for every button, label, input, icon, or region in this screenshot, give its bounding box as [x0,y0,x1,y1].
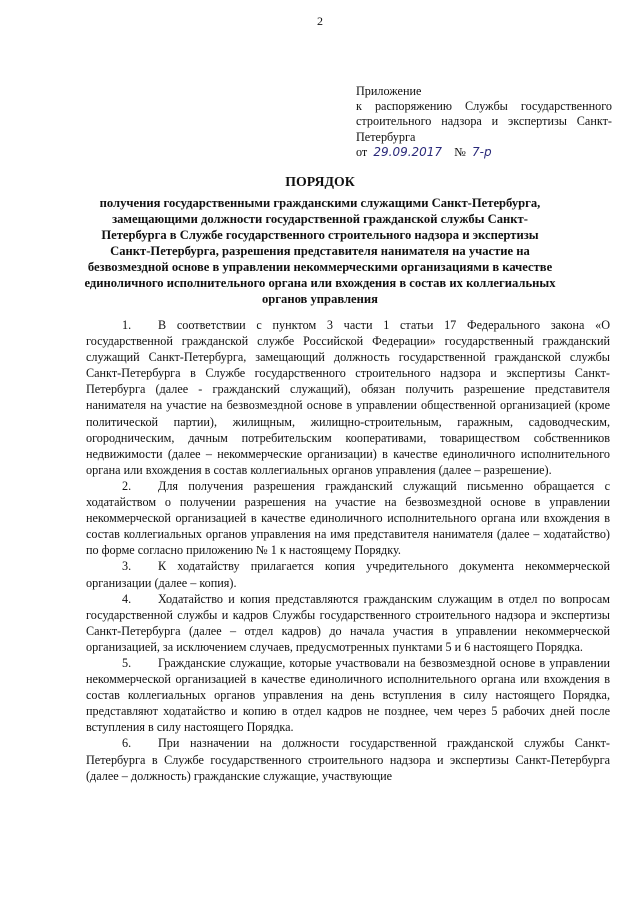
appendix-block [356,84,612,160]
paragraph-2 [86,478,610,558]
date-prefix: от [356,144,368,159]
paragraph-4 [86,591,610,655]
paragraph-number: 5. [122,655,132,670]
paragraph-3 [86,558,610,590]
document-subtitle: получения государственными гражданскими служащими Санкт-Петербурга, замещающими должности государственной гражданской службы Санкт-Петербурга в Службе государственного строительного надзора и экспертизы Санкт-Петербурга, разрешения представителя нанимателя на участие на безвозмездной основе в управлении некоммерческими организациями в качестве единоличного исполнительного органа или вхождения в состав их коллегиальных органов управления [84,196,556,306]
appendix-title: Приложение [356,84,422,98]
paragraph-text: В соответствии с пунктом 3 части 1 статьи 17 Федерального закона «О государственной гражданской службе Российской Федерации» государственный гражданский служащий Санкт-Петербурга, замещающий должность государственной гражданской службы Санкт-Петербурга в Службе государственного строительного надзора и экспертизы Санкт-Петербурга (далее - гражданский служащий), обязан получить разрешение представителя нанимателя на участие на безвозмездной основе в управлении общественной организацией (кроме политической партии), жилищным, жилищно-строительным, гаражным, садоводческим, огородническим, дачным потребительским кооперативами, товариществом собственников недвижимости (далее – некоммерческие организации) в качестве единоличного исполнительного органа или вхождения в состав коллегиальных органов управления (далее – разрешение). [86,318,610,477]
number-prefix: № [454,144,466,159]
paragraph-number: 2. [122,478,132,493]
handwritten-date: 29.09.2017 [373,144,443,159]
document-body [86,317,610,784]
paragraph-number: 4. [122,591,132,606]
paragraph-6 [86,735,610,783]
paragraph-number: 1. [122,318,132,332]
paragraph-text: При назначении на должности государственной гражданской службы Санкт-Петербурга в Службе государственного строительного надзора и экспертизы Санкт-Петербурга (далее – должность) гражданские служащие, участвующие [86,736,610,783]
appendix-reference: к распоряжению Службы государственного строительного надзора и экспертизы Санкт-Петербурга [356,99,612,144]
document-title: ПОРЯДОК [285,174,355,189]
paragraph-text: Гражданские служащие, которые участвовали на безвозмездной основе в управлении некоммерческой организацией в качестве единоличного исполнительного органа или вхождения в состав коллегиальных органов управления на день вступления в силу настоящего Порядка, представляют ходатайство и копию в отдел кадров не позднее, чем через 5 рабочих дней после вступления в силу настоящего Порядка. [86,655,610,735]
paragraph-number: 3. [122,559,132,574]
paragraph-text: Ходатайство и копия представляются гражданским служащим в отдел по вопросам государственной службы и кадров Службы государственного строительного надзора и экспертизы Санкт-Петербурга (далее – отдел кадров) до начала участия в управлении некоммерческой организацией, за исключением случаев, предусмотренных пунктами 5 и 6 настоящего Порядка. [86,591,610,654]
paragraph-1 [86,317,610,478]
paragraph-5 [86,655,610,735]
paragraph-text: Для получения разрешения гражданский служащий письменно обращается с ходатайством о получении разрешения на участие на безвозмездной основе в управлении некоммерческой организацией в качестве единоличного исполнительного органа или вхождения в состав коллегиальных органов управления на имя представителя нанимателя (далее – ходатайство) по форме согласно приложению № 1 к настоящему Порядку. [86,478,610,558]
paragraph-number: 6. [122,736,132,751]
appendix-date-line [356,145,612,160]
paragraph-text: К ходатайству прилагается копия учредительного документа некоммерческой организации (далее – копия). [86,559,610,590]
handwritten-number: 7-р [472,144,492,159]
page-number: 2 [317,14,323,28]
